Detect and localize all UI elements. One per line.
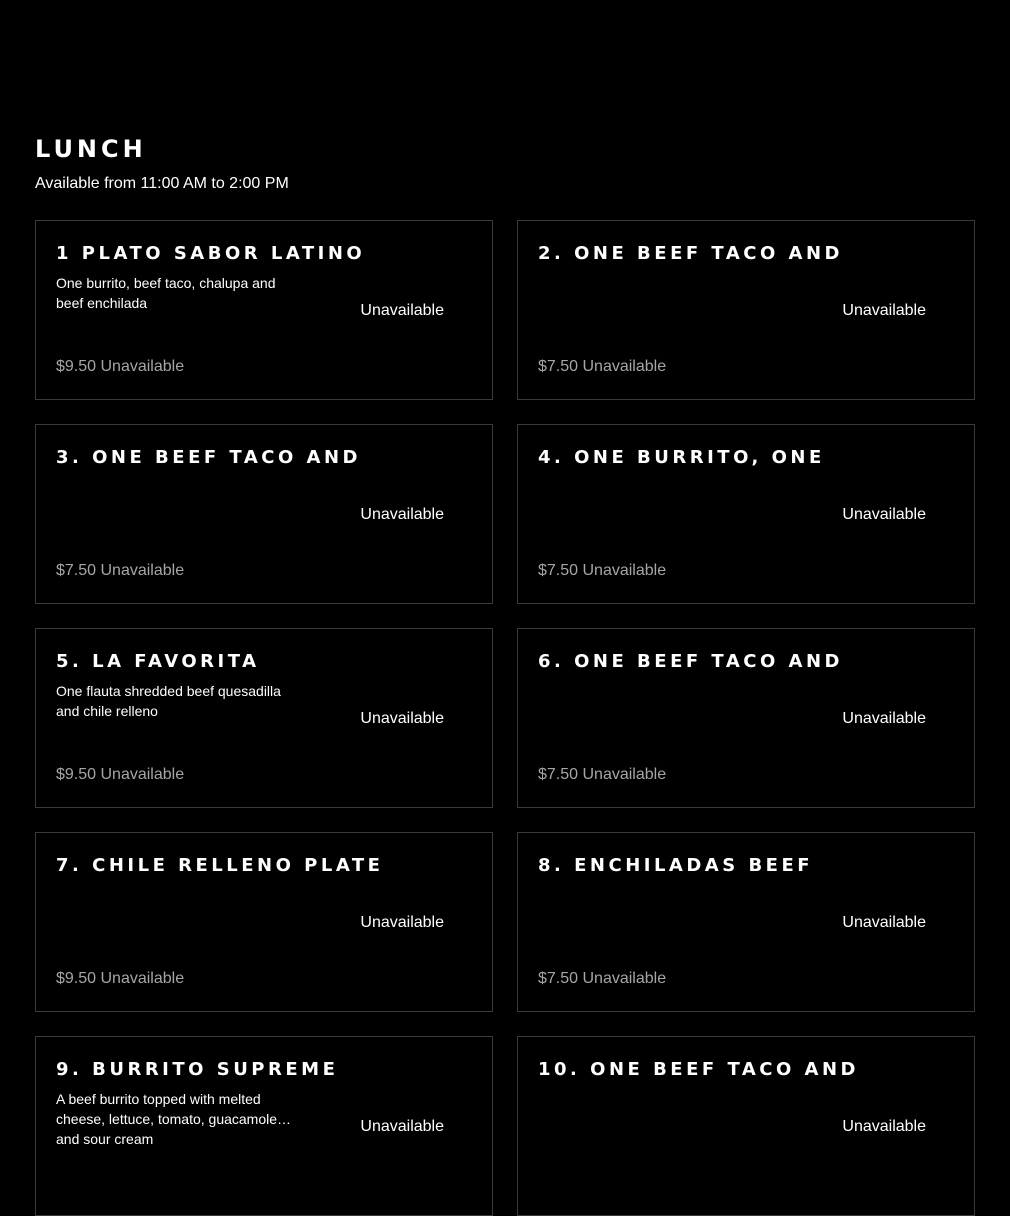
menu-item-title: 3. ONE BEEF TACO AND (56, 447, 361, 468)
menu-item-card[interactable] (35, 832, 493, 1012)
section-title: LUNCH (35, 135, 147, 163)
menu-item-status: Unavailable (360, 506, 444, 523)
menu-item-price: $9.50 (56, 970, 97, 987)
menu-item-card[interactable] (517, 424, 975, 604)
menu-item-price-status: Unavailable (100, 358, 185, 375)
menu-item-title: 6. ONE BEEF TACO AND (538, 651, 843, 672)
menu-item-price: $7.50 (538, 358, 579, 375)
menu-item-card[interactable] (517, 628, 975, 808)
menu-item-price-line (56, 969, 184, 989)
menu-item-title: 10. ONE BEEF TACO AND (538, 1059, 859, 1080)
menu-item-price: $7.50 (538, 562, 579, 579)
menu-item-description: A beef burrito topped with melted cheese, lettuce, tomato, guacamole and sour cream (56, 1091, 278, 1147)
menu-item-price-line (538, 357, 666, 377)
menu-item-grid (35, 220, 975, 1216)
menu-item-price-status: Unavailable (100, 766, 185, 783)
menu-item-title: 1 PLATO SABOR LATINO (56, 243, 366, 264)
menu-item-status: Unavailable (360, 710, 444, 727)
section-availability: Available from 11:00 AM to 2:00 PM (35, 175, 289, 192)
menu-item-price: $9.50 (56, 766, 97, 783)
menu-item-price-status: Unavailable (100, 970, 185, 987)
menu-item-price-line (56, 765, 184, 785)
menu-item-price: $7.50 (538, 970, 579, 987)
menu-item-card[interactable] (517, 832, 975, 1012)
menu-item-price-line (56, 357, 184, 377)
menu-item-description: One flauta shredded beef quesadilla and chile relleno (56, 683, 281, 719)
menu-item-price-line (538, 765, 666, 785)
menu-item-status: Unavailable (842, 302, 926, 319)
menu-item-card[interactable] (35, 424, 493, 604)
menu-item-status: Unavailable (842, 1118, 926, 1135)
menu-item-price-line (538, 969, 666, 989)
menu-item-title: 8. ENCHILADAS BEEF (538, 855, 814, 876)
menu-item-price-status: Unavailable (582, 358, 667, 375)
menu-item-title: 2. ONE BEEF TACO AND (538, 243, 843, 264)
menu-item-card[interactable] (35, 220, 493, 400)
menu-item-price-line (56, 561, 184, 581)
menu-item-status: Unavailable (360, 914, 444, 931)
menu-item-price: $9.50 (56, 358, 97, 375)
menu-item-title: 9. BURRITO SUPREME (56, 1059, 339, 1080)
menu-item-price-status: Unavailable (582, 562, 667, 579)
menu-item-status: Unavailable (360, 1118, 444, 1135)
menu-item-status: Unavailable (360, 302, 444, 319)
menu-item-price-status: Unavailable (100, 562, 185, 579)
menu-item-price: $7.50 (56, 562, 97, 579)
menu-item-card[interactable] (35, 628, 493, 808)
menu-item-card[interactable] (35, 1036, 493, 1216)
menu-item-status: Unavailable (842, 710, 926, 727)
menu-item-status: Unavailable (842, 506, 926, 523)
menu-item-card[interactable] (517, 1036, 975, 1216)
menu-item-status: Unavailable (842, 914, 926, 931)
menu-item-price-line (538, 561, 666, 581)
menu-item-description: One burrito, beef taco, chalupa and beef enchilada (56, 275, 276, 311)
menu-item-title: 5. LA FAVORITA (56, 651, 260, 672)
menu-item-title: 4. ONE BURRITO, ONE (538, 447, 825, 468)
menu-item-price-status: Unavailable (582, 766, 667, 783)
menu-item-price: $7.50 (538, 766, 579, 783)
menu-item-price-status: Unavailable (582, 970, 667, 987)
menu-item-card[interactable] (517, 220, 975, 400)
menu-item-title: 7. CHILE RELLENO PLATE (56, 855, 384, 876)
